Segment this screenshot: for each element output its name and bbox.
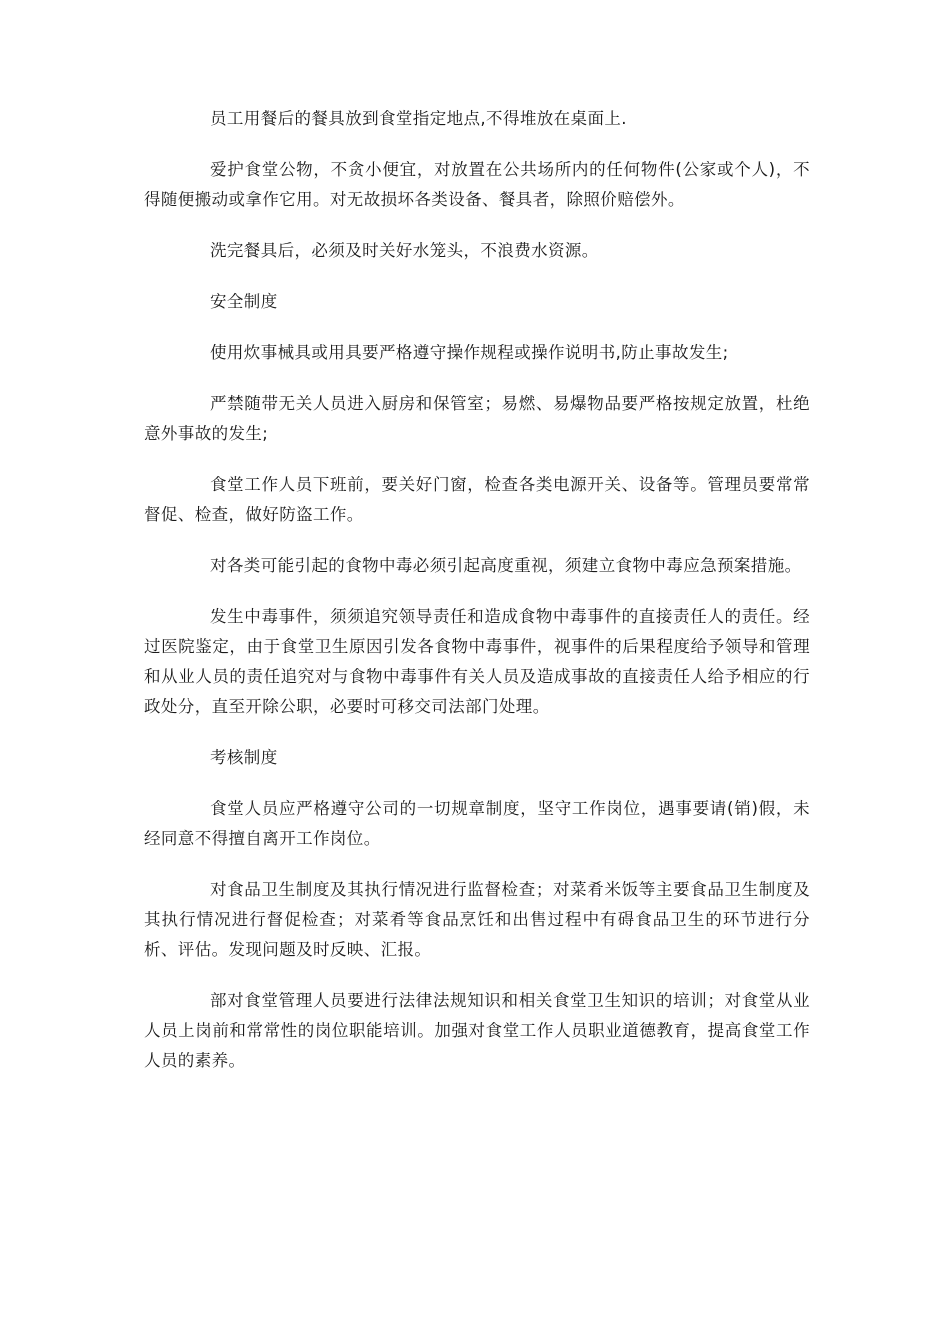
paragraph-water-saving: 洗完餐具后，必须及时关好水笼头，不浪费水资源。 bbox=[210, 241, 599, 260]
paragraph-supervision: 对食品卫生制度及其执行情况进行监督检查；对菜肴米饭等主要食品卫生制度及其执行情况进行督促检查；对菜肴等食品烹饪和出售过程中有碍食品卫生的环节进行分析、评估。发现问题及时反映、汇报。 bbox=[144, 880, 810, 959]
document-body bbox=[144, 104, 810, 1097]
paragraph-discipline: 食堂人员应严格遵守公司的一切规章制度，坚守工作岗位，遇事要请(销)假，未经同意不得擅自离开工作岗位。 bbox=[144, 799, 810, 848]
paragraph-tableware-return: 员工用餐后的餐具放到食堂指定地点,不得堆放在桌面上. bbox=[210, 109, 627, 128]
section-heading-safety: 安全制度 bbox=[210, 292, 278, 311]
paragraph-closing-checks: 食堂工作人员下班前，要关好门窗，检查各类电源开关、设备等。管理员要常常督促、检查，做好防盗工作。 bbox=[144, 475, 810, 524]
paragraph-protect-property: 爱护食堂公物，不贪小便宜，对放置在公共场所内的任何物件(公家或个人)，不得随便搬动或拿作它用。对无故损坏各类设备、餐具者，除照价赔偿外。 bbox=[144, 160, 810, 209]
paragraph-accountability: 发生中毒事件，须须追究领导责任和造成食物中毒事件的直接责任人的责任。经过医院鉴定，由于食堂卫生原因引发各食物中毒事件，视事件的后果程度给予领导和管理和从业人员的责任追究对与食物中毒事件有关人员及造成事故的直接责任人给予相应的行政处分，直至开除公职，必要时可移交司法部门处理。 bbox=[144, 607, 810, 716]
paragraph-equipment-operation: 使用炊事械具或用具要严格遵守操作规程或操作说明书,防止事故发生; bbox=[210, 343, 729, 362]
paragraph-restricted-access: 严禁随带无关人员进入厨房和保管室；易燃、易爆物品要严格按规定放置，杜绝意外事故的发生; bbox=[144, 394, 810, 443]
paragraph-food-poisoning-plan: 对各类可能引起的食物中毒必须引起高度重视，须建立食物中毒应急预案措施。 bbox=[210, 556, 802, 575]
section-heading-assessment: 考核制度 bbox=[210, 748, 278, 767]
paragraph-training: 部对食堂管理人员要进行法律法规知识和相关食堂卫生知识的培训；对食堂从业人员上岗前和常常性的岗位职能培训。加强对食堂工作人员职业道德教育，提高食堂工作人员的素养。 bbox=[144, 991, 810, 1070]
